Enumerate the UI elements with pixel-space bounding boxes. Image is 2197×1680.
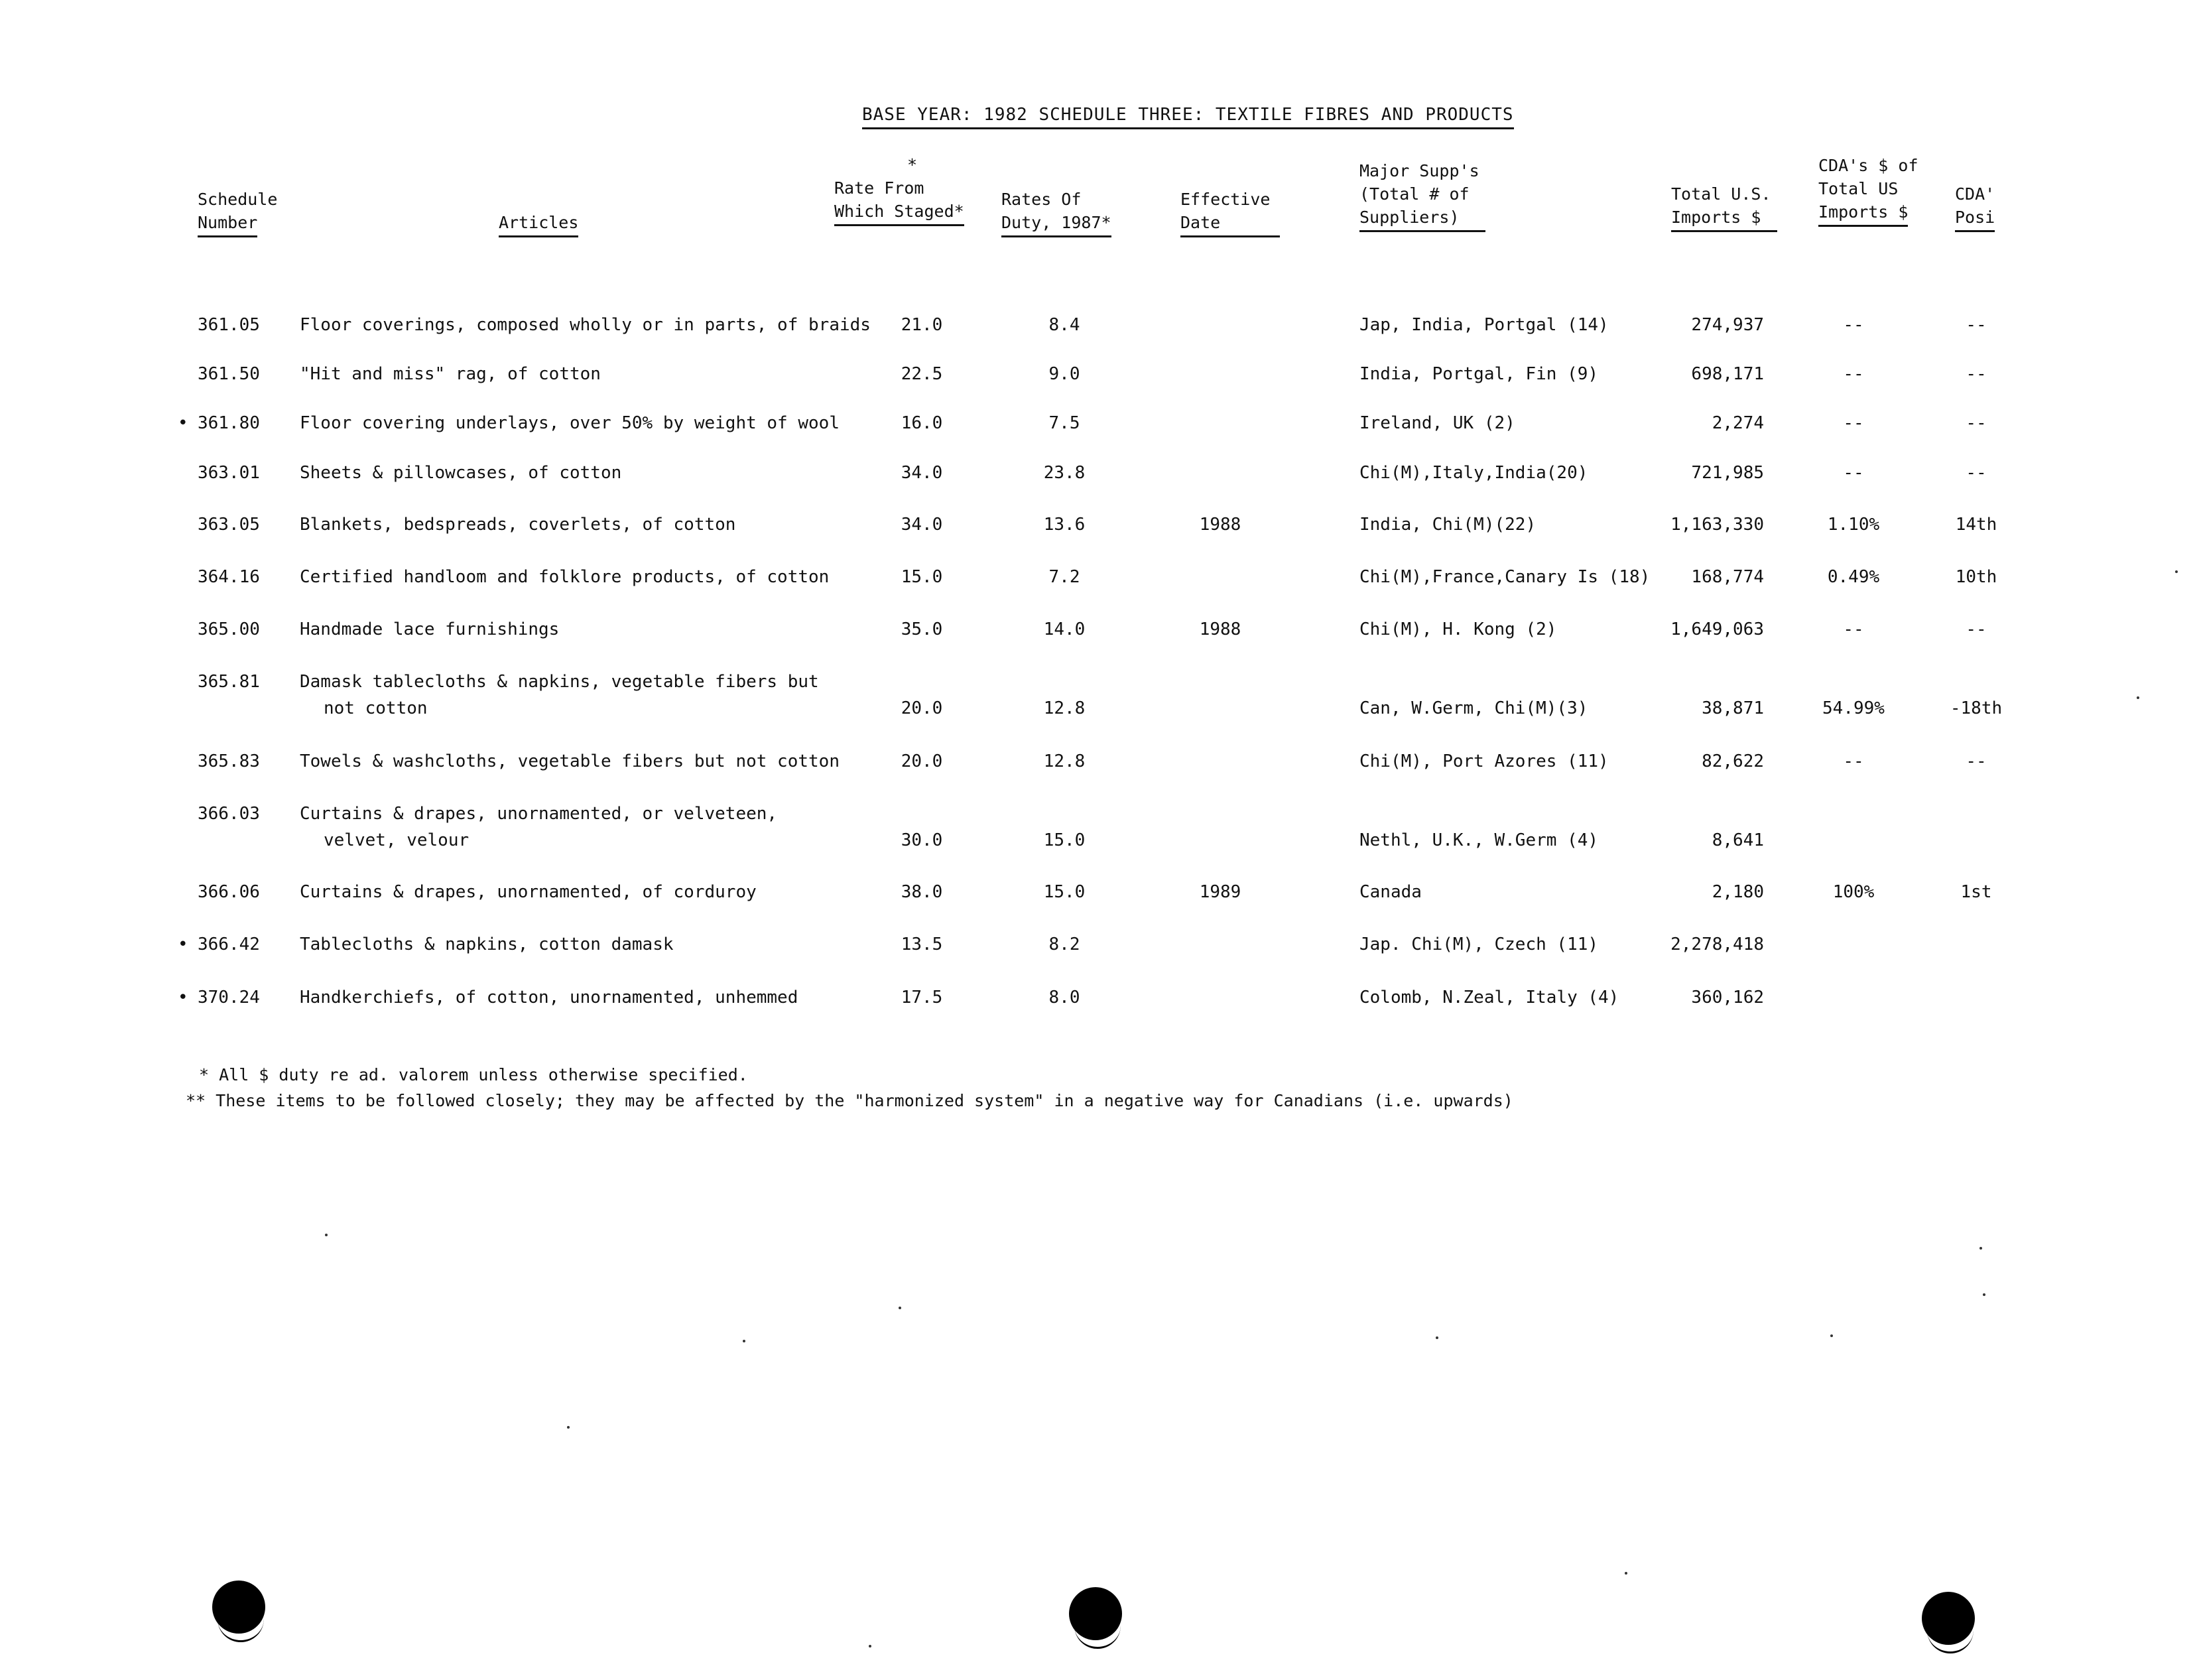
row-mark: • bbox=[178, 988, 188, 1007]
rate-from: 16.0 bbox=[901, 413, 943, 433]
cda-position: 1st bbox=[1960, 882, 1992, 902]
header-line: Which Staged* bbox=[834, 200, 964, 226]
header-line: Total U.S. bbox=[1671, 184, 1771, 204]
cda-position: -- bbox=[1966, 315, 1987, 335]
table-row bbox=[0, 619, 2197, 673]
header-line: Posi bbox=[1955, 206, 1995, 232]
scan-speck bbox=[2137, 696, 2139, 699]
cda-position: -- bbox=[1966, 463, 1987, 483]
rate-from: 20.0 bbox=[901, 698, 943, 718]
rate-of-duty: 13.6 bbox=[1043, 515, 1086, 535]
header-total-us-imports bbox=[1671, 182, 1777, 232]
table-row bbox=[0, 804, 2197, 857]
article-text: Curtains & drapes, unornamented, or velveteen, bbox=[300, 804, 778, 824]
rate-of-duty: 14.0 bbox=[1043, 619, 1086, 639]
schedule-number: 365.83 bbox=[198, 751, 260, 771]
cda-position: -- bbox=[1966, 413, 1987, 433]
row-mark: • bbox=[178, 413, 188, 433]
footnote: * All $ duty re ad. valorem unless otherwise specified. bbox=[199, 1065, 748, 1084]
major-suppliers: India, Portgal, Fin (9) bbox=[1359, 364, 1599, 384]
major-suppliers: Colomb, N.Zeal, Italy (4) bbox=[1359, 988, 1619, 1007]
punch-hole bbox=[212, 1581, 265, 1634]
schedule-number: 366.06 bbox=[198, 882, 260, 902]
cda-share: 100% bbox=[1832, 882, 1875, 902]
article-text: Handkerchiefs, of cotton, unornamented, unhemmed bbox=[300, 988, 798, 1007]
rate-of-duty: 7.5 bbox=[1048, 413, 1080, 433]
header-line: Major Supp's bbox=[1359, 161, 1479, 180]
total-imports: 360,162 bbox=[1691, 988, 1764, 1007]
header-line: Duty, 1987* bbox=[1001, 211, 1111, 237]
header-articles bbox=[499, 211, 578, 237]
table-row bbox=[0, 463, 2197, 516]
rate-of-duty: 8.0 bbox=[1048, 988, 1080, 1007]
cda-share: 1.10% bbox=[1827, 515, 1880, 535]
cda-share: -- bbox=[1843, 751, 1864, 771]
schedule-number: 361.80 bbox=[198, 413, 260, 433]
header-rate-from bbox=[834, 153, 964, 226]
rate-of-duty: 12.8 bbox=[1043, 698, 1086, 718]
schedule-number: 365.81 bbox=[198, 672, 260, 692]
schedule-number: 366.42 bbox=[198, 935, 260, 954]
header-line: CDA' bbox=[1955, 184, 1995, 204]
major-suppliers: Canada bbox=[1359, 882, 1422, 902]
scan-speck bbox=[1979, 1247, 1982, 1250]
major-suppliers: Jap. Chi(M), Czech (11) bbox=[1359, 935, 1599, 954]
header-line: (Total # of bbox=[1359, 184, 1470, 204]
rate-from: 21.0 bbox=[901, 315, 943, 335]
schedule-number: 370.24 bbox=[198, 988, 260, 1007]
schedule-number: 365.00 bbox=[198, 619, 260, 639]
scan-speck bbox=[1436, 1336, 1438, 1339]
rate-of-duty: 9.0 bbox=[1048, 364, 1080, 384]
table-row bbox=[0, 935, 2197, 988]
rate-from: 35.0 bbox=[901, 619, 943, 639]
total-imports: 2,180 bbox=[1712, 882, 1764, 902]
major-suppliers: Ireland, UK (2) bbox=[1359, 413, 1515, 433]
total-imports: 698,171 bbox=[1691, 364, 1764, 384]
major-suppliers: Chi(M),Italy,India(20) bbox=[1359, 463, 1588, 483]
rate-of-duty: 15.0 bbox=[1043, 830, 1086, 850]
punch-hole bbox=[1922, 1592, 1975, 1645]
header-line: Articles bbox=[499, 211, 578, 237]
scan-speck bbox=[1830, 1334, 1833, 1337]
schedule-number: 364.16 bbox=[198, 567, 260, 587]
cda-position: -- bbox=[1966, 364, 1987, 384]
article-text: "Hit and miss" rag, of cotton bbox=[300, 364, 601, 384]
rate-from: 20.0 bbox=[901, 751, 943, 771]
rate-of-duty: 8.2 bbox=[1048, 935, 1080, 954]
article-text: Floor covering underlays, over 50% by weight of wool bbox=[300, 413, 840, 433]
table-row bbox=[0, 751, 2197, 805]
total-imports: 168,774 bbox=[1691, 567, 1764, 587]
header-line: Rates Of bbox=[1001, 190, 1082, 209]
effective-date: 1988 bbox=[1199, 515, 1241, 535]
major-suppliers: Chi(M),France,Canary Is (18) bbox=[1359, 567, 1651, 587]
cda-share: -- bbox=[1843, 463, 1864, 483]
article-text: Sheets & pillowcases, of cotton bbox=[300, 463, 622, 483]
major-suppliers: Jap, India, Portgal (14) bbox=[1359, 315, 1609, 335]
header-major-suppliers bbox=[1359, 159, 1485, 232]
rate-of-duty: 12.8 bbox=[1043, 751, 1086, 771]
table-row bbox=[0, 672, 2197, 725]
header-cda-share bbox=[1818, 154, 1918, 227]
rate-of-duty: 7.2 bbox=[1048, 567, 1080, 587]
rate-from: 38.0 bbox=[901, 882, 943, 902]
cda-position: 10th bbox=[1955, 567, 1997, 587]
scan-speck bbox=[2175, 570, 2178, 573]
header-line: Schedule bbox=[198, 190, 278, 209]
total-imports: 8,641 bbox=[1712, 830, 1764, 850]
cda-position: 14th bbox=[1955, 515, 1997, 535]
scan-speck bbox=[899, 1307, 901, 1309]
header-line: Total US bbox=[1818, 179, 1899, 198]
major-suppliers: Chi(M), Port Azores (11) bbox=[1359, 751, 1609, 771]
scan-speck bbox=[869, 1645, 871, 1648]
cda-position: -- bbox=[1966, 751, 1987, 771]
major-suppliers: Can, W.Germ, Chi(M)(3) bbox=[1359, 698, 1588, 718]
table-row bbox=[0, 882, 2197, 935]
header-line: Imports $ bbox=[1818, 200, 1908, 227]
total-imports: 721,985 bbox=[1691, 463, 1764, 483]
header-mark: * bbox=[907, 155, 918, 174]
scan-speck bbox=[325, 1234, 328, 1236]
scan-speck bbox=[1983, 1293, 1985, 1296]
schedule-number: 366.03 bbox=[198, 804, 260, 824]
rate-from: 15.0 bbox=[901, 567, 943, 587]
header-line: Effective bbox=[1180, 190, 1271, 209]
header-line: Number bbox=[198, 211, 257, 237]
article-text: Floor coverings, composed wholly or in parts, of braids bbox=[300, 315, 871, 335]
major-suppliers: India, Chi(M)(22) bbox=[1359, 515, 1537, 535]
article-text: Towels & washcloths, vegetable fibers but not cotton bbox=[300, 751, 840, 771]
table-row bbox=[0, 413, 2197, 466]
page-title: BASE YEAR: 1982 SCHEDULE THREE: TEXTILE FIBRES AND PRODUCTS bbox=[862, 105, 1514, 129]
header-effective-date bbox=[1180, 188, 1280, 237]
total-imports: 274,937 bbox=[1691, 315, 1764, 335]
header-line: CDA's $ of bbox=[1818, 156, 1918, 175]
rate-from: 13.5 bbox=[901, 935, 943, 954]
schedule-number: 361.50 bbox=[198, 364, 260, 384]
rate-from: 17.5 bbox=[901, 988, 943, 1007]
table-row bbox=[0, 988, 2197, 1041]
article-text: Handmade lace furnishings bbox=[300, 619, 560, 639]
schedule-number: 363.05 bbox=[198, 515, 260, 535]
footnote: ** These items to be followed closely; they may be affected by the "harmonized system" in a negative way for Canadians (i.e. upwards) bbox=[186, 1091, 1513, 1110]
article-text-continued: not cotton bbox=[324, 698, 428, 718]
article-text: Certified handloom and folklore products, of cotton bbox=[300, 567, 830, 587]
cda-share: -- bbox=[1843, 364, 1864, 384]
header-line: Suppliers) bbox=[1359, 206, 1485, 232]
header-line: Rate From bbox=[834, 178, 924, 198]
scan-speck bbox=[567, 1426, 570, 1429]
table-row bbox=[0, 315, 2197, 368]
punch-hole bbox=[1069, 1587, 1122, 1640]
total-imports: 1,163,330 bbox=[1670, 515, 1764, 535]
table-row bbox=[0, 515, 2197, 568]
total-imports: 82,622 bbox=[1702, 751, 1764, 771]
cda-share: 0.49% bbox=[1827, 567, 1880, 587]
total-imports: 1,649,063 bbox=[1670, 619, 1764, 639]
total-imports: 38,871 bbox=[1702, 698, 1764, 718]
rate-of-duty: 8.4 bbox=[1048, 315, 1080, 335]
rate-of-duty: 23.8 bbox=[1043, 463, 1086, 483]
rate-from: 34.0 bbox=[901, 463, 943, 483]
rate-from: 30.0 bbox=[901, 830, 943, 850]
schedule-number: 361.05 bbox=[198, 315, 260, 335]
cda-position: -18th bbox=[1950, 698, 2003, 718]
article-text: Curtains & drapes, unornamented, of corduroy bbox=[300, 882, 757, 902]
effective-date: 1988 bbox=[1199, 619, 1241, 639]
scan-speck bbox=[1625, 1572, 1627, 1575]
table-row bbox=[0, 364, 2197, 417]
article-text: Damask tablecloths & napkins, vegetable fibers but bbox=[300, 672, 819, 692]
rate-of-duty: 15.0 bbox=[1043, 882, 1086, 902]
schedule-number: 363.01 bbox=[198, 463, 260, 483]
effective-date: 1989 bbox=[1199, 882, 1241, 902]
header-line: Date bbox=[1180, 211, 1280, 237]
cda-position: -- bbox=[1966, 619, 1987, 639]
cda-share: -- bbox=[1843, 315, 1864, 335]
total-imports: 2,278,418 bbox=[1670, 935, 1764, 954]
cda-share: -- bbox=[1843, 619, 1864, 639]
scan-speck bbox=[743, 1340, 745, 1342]
article-text: Tablecloths & napkins, cotton damask bbox=[300, 935, 674, 954]
rate-from: 22.5 bbox=[901, 364, 943, 384]
total-imports: 2,274 bbox=[1712, 413, 1764, 433]
cda-share: 54.99% bbox=[1822, 698, 1885, 718]
cda-share: -- bbox=[1843, 413, 1864, 433]
header-cda-position bbox=[1955, 182, 1995, 232]
article-text-continued: velvet, velour bbox=[324, 830, 470, 850]
header-line: Imports $ bbox=[1671, 206, 1777, 232]
row-mark: • bbox=[178, 935, 188, 954]
article-text: Blankets, bedspreads, coverlets, of cotton bbox=[300, 515, 736, 535]
major-suppliers: Chi(M), H. Kong (2) bbox=[1359, 619, 1557, 639]
major-suppliers: Nethl, U.K., W.Germ (4) bbox=[1359, 830, 1599, 850]
rate-from: 34.0 bbox=[901, 515, 943, 535]
table-row bbox=[0, 567, 2197, 620]
header-schedule-number bbox=[198, 188, 277, 237]
header-rates-of-duty bbox=[1001, 188, 1111, 237]
